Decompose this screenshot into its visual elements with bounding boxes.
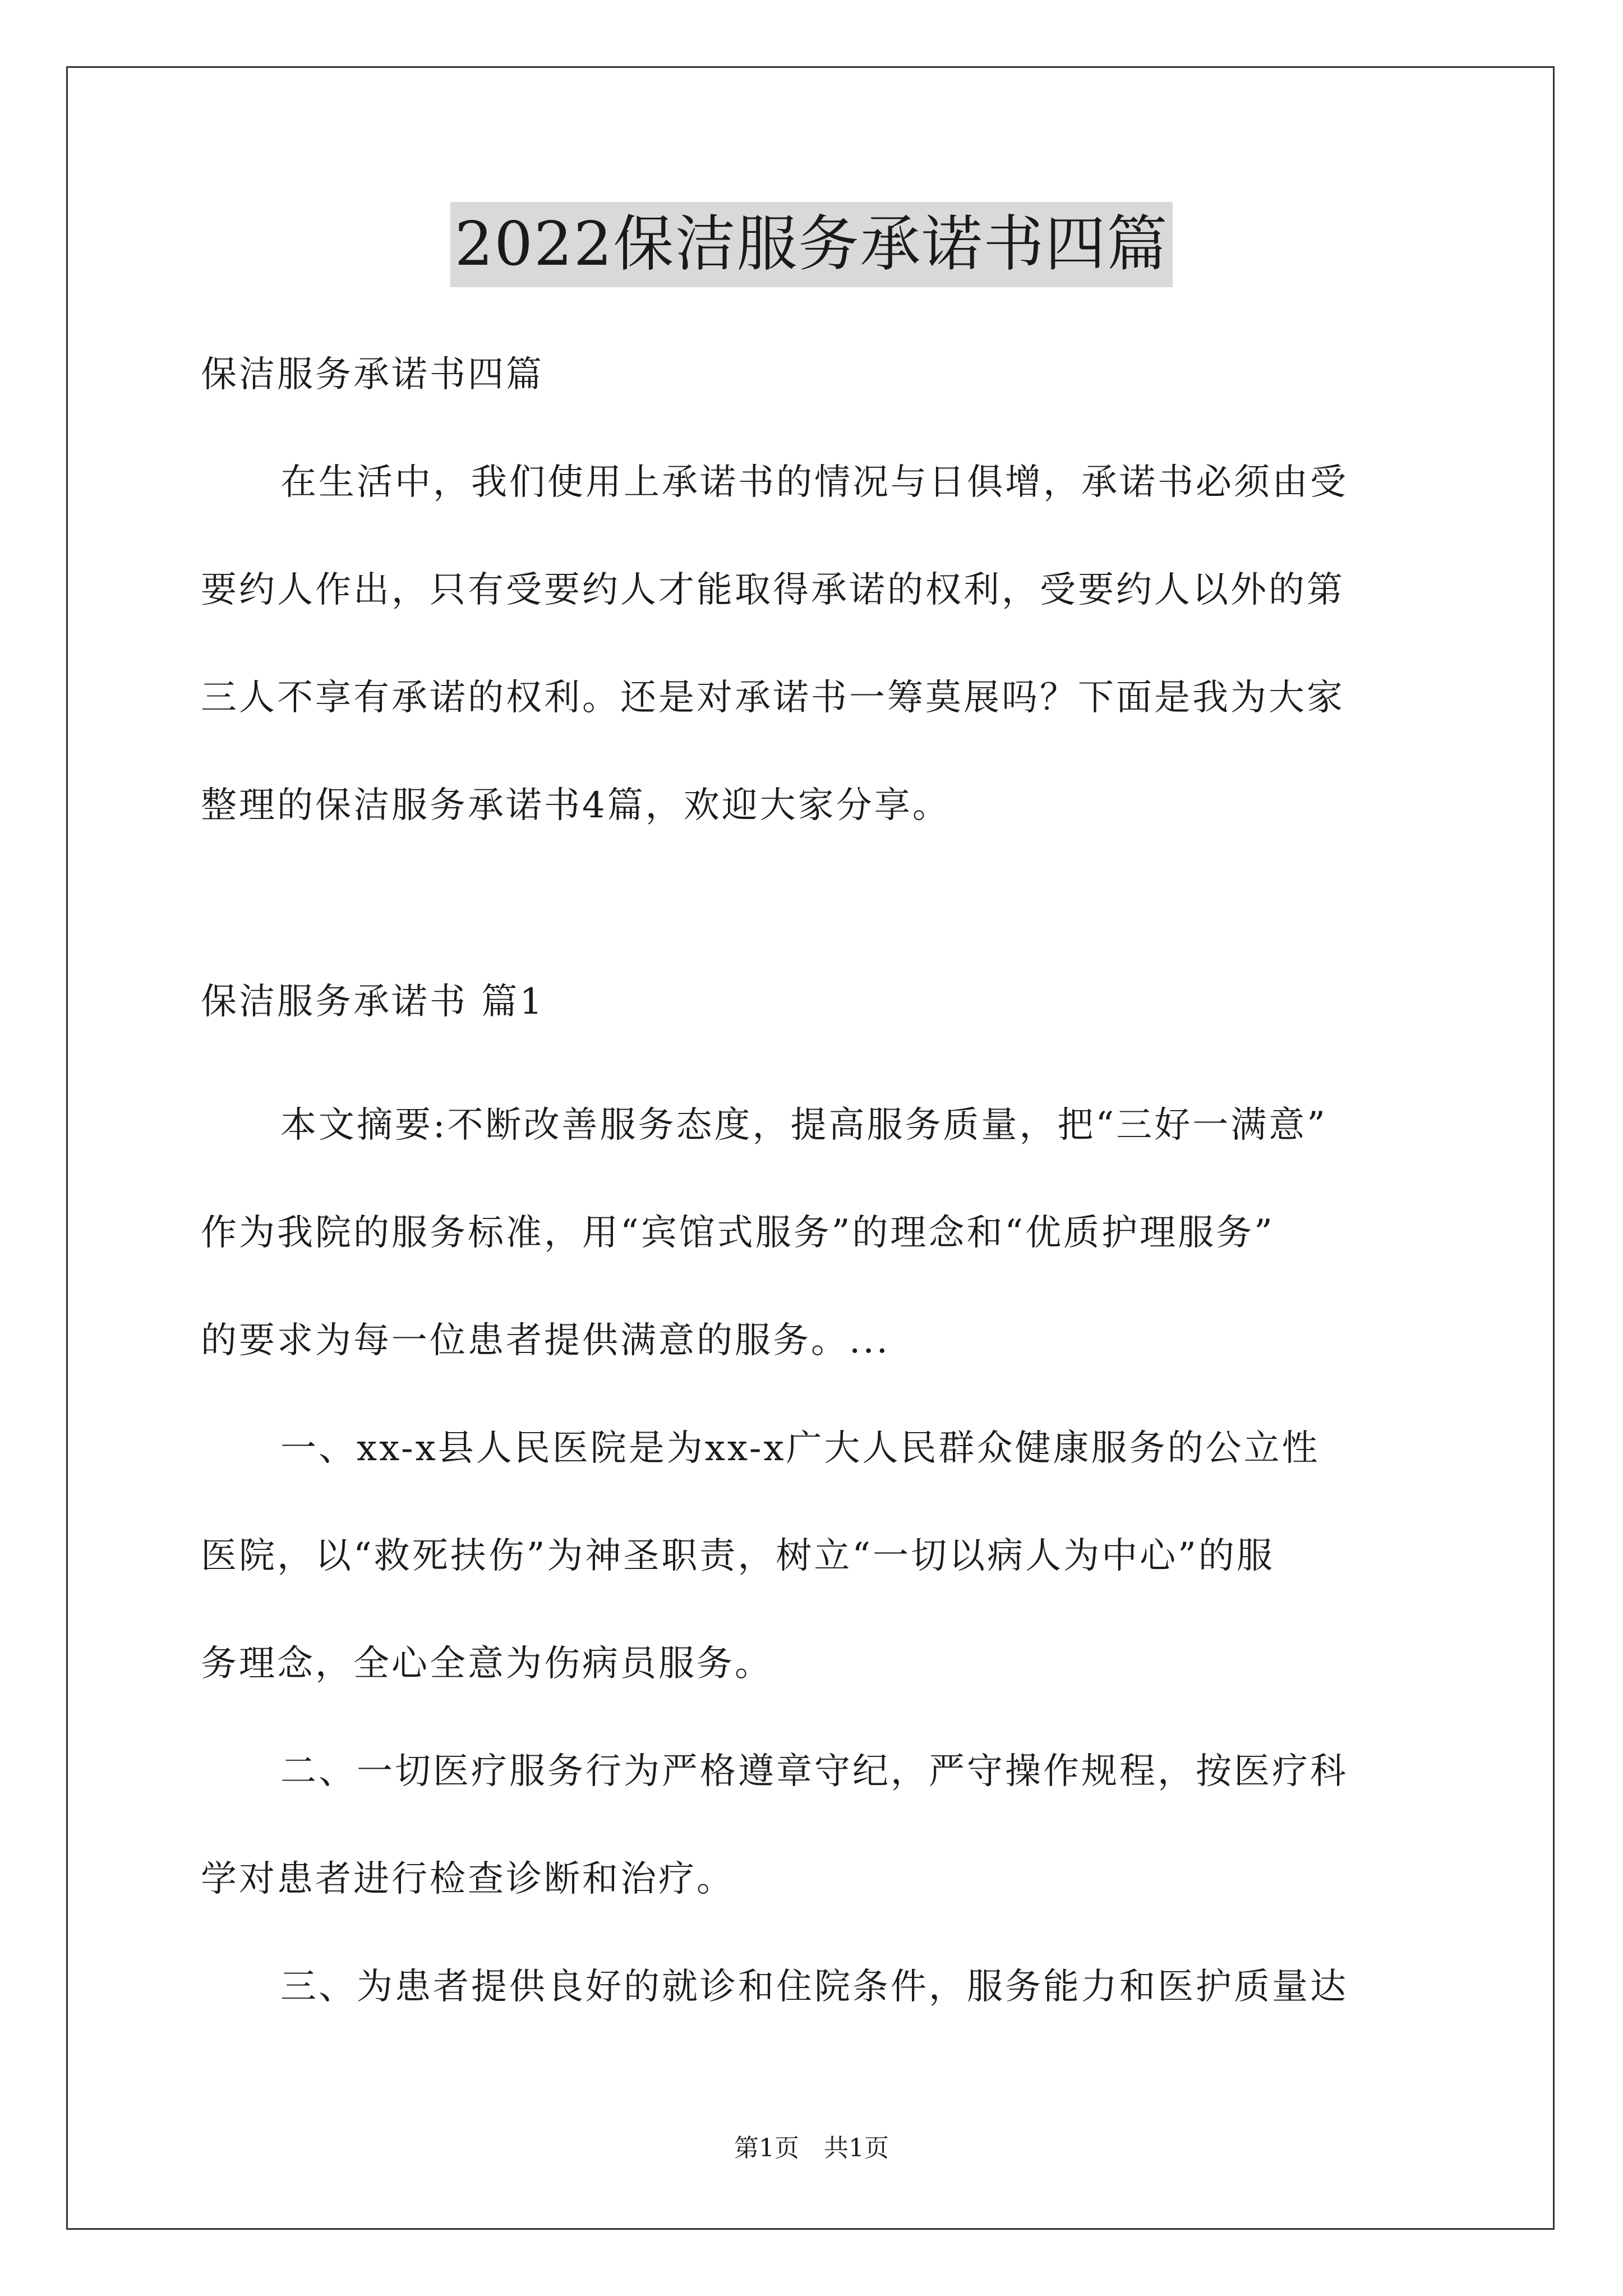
paragraph-line: 三人不享有承诺的权利。还是对承诺书一筹莫展吗？下面是我为大家	[201, 677, 1345, 719]
paragraph-line: 本文摘要:不断改善服务态度，提高服务质量，把“三好一满意”	[280, 1105, 1327, 1146]
paragraph-line: 的要求为每一位患者提供满意的服务。...	[201, 1320, 891, 1361]
paragraph-line: 二、一切医疗服务行为严格遵章守纪，严守操作规程，按医疗科	[280, 1751, 1348, 1792]
title-container	[0, 202, 1623, 287]
page-footer: 第1页 共1页	[734, 2134, 889, 2162]
subtitle: 保洁服务承诺书四篇	[201, 354, 544, 395]
paragraph-line: 务理念，全心全意为伤病员服务。	[201, 1643, 773, 1685]
paragraph-line: 作为我院的服务标准，用“宾馆式服务”的理念和“优质护理服务”	[201, 1212, 1275, 1254]
paragraph-line: 三、为患者提供良好的就诊和住院条件，服务能力和医护质量达	[280, 1966, 1348, 2008]
paragraph-line: 学对患者进行检查诊断和治疗。	[201, 1858, 735, 1900]
paragraph-line: 医院，以“救死扶伤”为神圣职责，树立“一切以病人为中心”的服	[201, 1535, 1275, 1577]
section-heading: 保洁服务承诺书 篇1	[201, 981, 545, 1023]
document-title: 2022保洁服务承诺书四篇	[450, 202, 1173, 287]
paragraph-line: 在生活中，我们使用上承诺书的情况与日俱增，承诺书必须由受	[280, 462, 1348, 503]
paragraph-line: 整理的保洁服务承诺书4篇，欢迎大家分享。	[201, 785, 951, 826]
paragraph-line: 要约人作出，只有受要约人才能取得承诺的权利，受要约人以外的第	[201, 569, 1345, 611]
paragraph-line: 一、xx-x县人民医院是为xx-x广大人民群众健康服务的公立性	[280, 1428, 1320, 1469]
